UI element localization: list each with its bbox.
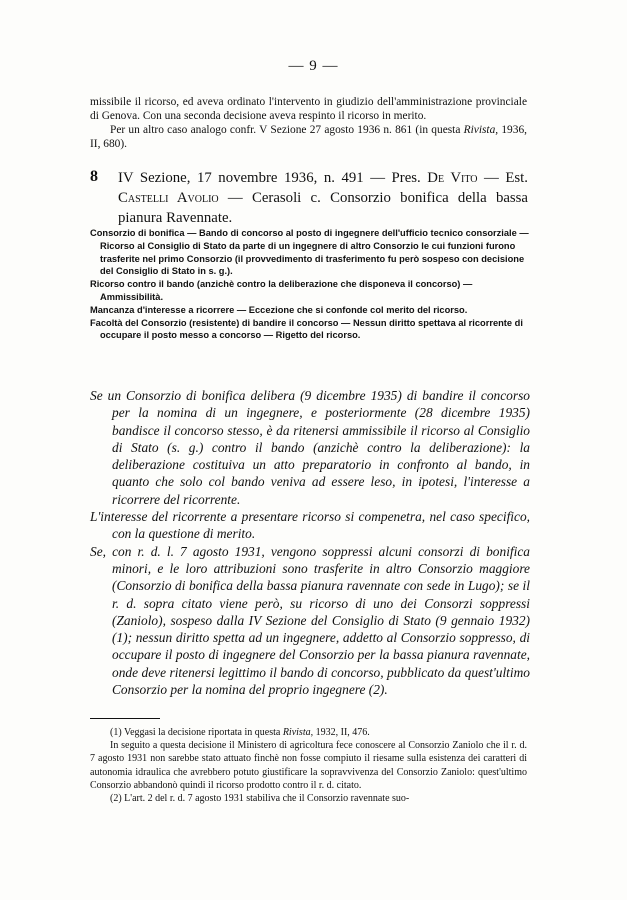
footnote-divider [90,718,160,719]
footnote-2: (2) L'art. 2 del r. d. 7 agosto 1931 stabiliva che il Consorzio ravennate suo- [110,793,410,805]
massima-item: Mancanza d'interesse a ricorrere — Eccezione che si confonde col merito del ricorso. [90,304,468,315]
massime-block [90,227,530,342]
decision-heading: IV Sezione, 17 novembre 1936, n. 491 — Pres. De Vito — Est. Castelli Avolio — Cerasoli c. Consorzio bonifica della bassa pianura Ravennate. [118,170,528,226]
maxim-paragraph: Se un Consorzio di bonifica delibera (9 dicembre 1935) di bandire il concorso per la nomina di un ingegnere, e posteriormente (28 dicembre 1935) bandisce il concorso stesso, è da ritenersi ammissibile il ricorso al Consiglio di Stato (s. g.) contro il bando (anzichè contro la deliberazione): la deliberazione costituiva un atto preparatorio in confronto al bando, in quanto che solo col bando veniva ad essere leso, in ipotesi, l'interesse a ricorrere del ricorrente. [90,388,530,507]
estensore-name: Castelli Avolio [118,190,219,206]
massima-item: Ricorso contro il bando (anzichè contro la deliberazione che disponeva il concorso) — Ammissibilità. [90,279,473,302]
maxim-paragraph: Se, con r. d. l. 7 agosto 1931, vengono soppressi alcuni consorzi di bonifica minori, e le loro attribuzioni sono trasferite in altro Consorzio maggiore (Consorzio di bonifica della bassa pianura ravennate con sede in Lugo); se il r. d. sopra citato viene però, su ricorso di uno dei Consorzi soppressi (Zaniolo), sospeso dalla IV Sezione del Consiglio di Stato (9 gennaio 1932) (1); nessun diritto spetta ad un ingegnere, addetto al Consorzio soppresso, di occupare il posto di ingegnere del Consorzio per la bassa pianura ravennate, onde deve ritenersi legittimo il bando di concorso, pubblicato da quest'ultimo Consorzio per la nomina del proprio ingegnere (2). [90,543,530,698]
footnote-1-continuation: In seguito a questa decisione il Ministero di agricoltura fece conoscere al Consorzio Zaniolo che il r. d. 7 agosto 1931 non sarebbe stato attuato finchè non fosse compiuto il riesame sulla esistenza dei caratteri di autonomia idraulica che avrebbero potuto giustificare la sopravvivenza del Consorzio Zaniolo: quest'ultimo Consorzio abbandonò quindi il ricorso prodotto contro il r. d. citato. [90,740,527,791]
continuation-paragraph: missibile il ricorso, ed aveva ordinato l'intervento in giudizio dell'amministrazione provinciale di Genova. Con una seconda decisione aveva respinto il ricorso in merito. [90,96,527,122]
continuation-text [90,95,527,151]
massima-item: Consorzio di bonifica — Bando di concorso al posto di ingegnere dell'ufficio tecnico consorziale — Ricorso al Consiglio di Stato da parte di un ingegnere di altro Consorzio le cui funzioni furono trasferite nel primo Consorzio (il provvedimento di trasferimento fu però sospeso con decisione del Consiglio di Stato in s. g.). [90,228,529,277]
footnotes [90,726,527,805]
reference-paragraph: Per un altro caso analogo confr. V Sezione 27 agosto 1936 n. 861 (in questa Rivista, 1936, II, 680). [90,124,527,150]
footnote-1: (1) Veggasi la decisione riportata in questa Rivista, 1932, II, 476. [110,727,370,738]
maxims-block [90,387,530,698]
decision-number: 8 [90,168,98,185]
president-name: De Vito [427,170,478,186]
maxim-paragraph: L'interesse del ricorrente a presentare ricorso si compenetra, nel caso specifico, con la questione di merito. [90,509,530,542]
page-number: — 9 — [288,58,339,74]
massima-item: Facoltà del Consorzio (resistente) di bandire il concorso — Nessun diritto spettava al ricorrente di occupare il posto messo a concorso — Rigetto del ricorso. [90,317,523,341]
rivista-ref: Rivista, [282,727,314,738]
rivista-ref: Rivista, [463,124,499,136]
